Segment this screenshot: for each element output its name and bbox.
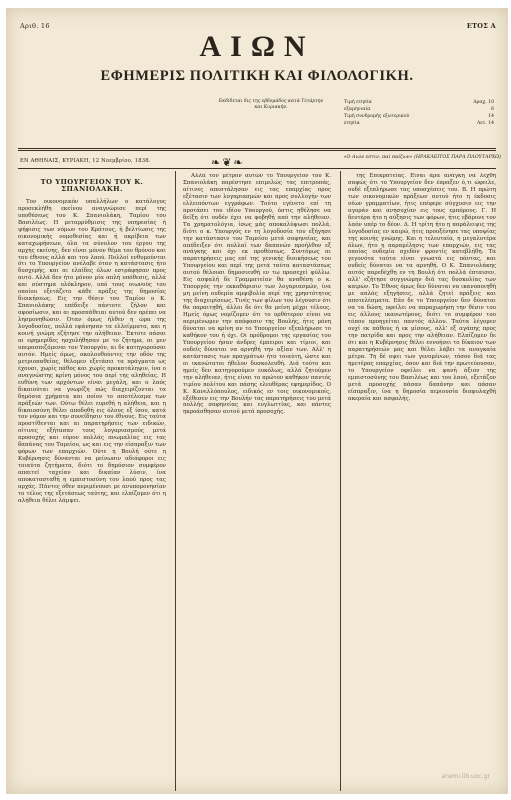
ornament: ❧❦❧ xyxy=(211,156,245,169)
article-column-1 xyxy=(18,173,166,791)
header-rule xyxy=(18,150,496,151)
price-row: ετησία Λετ. 14 xyxy=(344,121,494,126)
article-text: Αλλά τον μέτρον αυτών το Υπουργείον του Κ. Σπανιολάκη παρέστησε επιμελώς τας επιτροπάς, αίτινες απεστάλησαν εις τας επαρχίας προς εξέτασιν των λογαριασμών και προς συλλογήν των ελλειπόντων εγγράφων. Τούτο εγένετο επί τη προτάσει του ιδίου Υπουργού, όστις ηθέλησε να δείξη ότι ουδέν έχει να φοβηθή από την αλήθειαν. Τα χρηματολόγια, ίσως μάς αποκαλύψωσι πολλά, διότι ο κ. Υπουργός εν τη λογοδοσία του εξήγησε την κατάστασιν του Ταμείου μετά σαφηνείας, και απέδειξεν ότι πολλαί των δαπανών προήλθον εξ ανάγκης και όχι εκ προθέσεως. Συντόμως αι παρατηρήσεις μας επί της γενικής διοικήσεως του Υπουργείου και περί της μετά ταύτα καταστάσεως αυτού θέλουσι δημοσιευθή εν τω προσεχεί φύλλω. Εις ασφαλή δε Γραμματείαν θα αναθέση ο κ. Υπουργός την εκκαθάρισιν των λογαριασμών, ίνα μη μείνη ουδεμία αμφιβολία περί της χρηστότητος της διαχειρίσεως. Τινές των φίλων του λέγουσιν ότι θα παραιτηθή, άλλοι δε ότι θα μείνη μέχρι τέλους. Ημείς όμως νομίζομεν ότι το ορθότερον είναι να περιμένωμεν την απόφασιν της Βουλής, ήτις μόνη δύναται να κρίνη αν το Υπουργείον εξεπλήρωσε το καθήκον του ή όχι. Οι πρόδρομοι της εργασίας του Υπουργείου ήσαν άνδρες έμπειροι και τίμιοι, και ουδείς δύναται να αρνηθή την αξίαν των. Αλλ’ η κατάστασις των πραγμάτων ήτο τοιαύτη, ώστε και οι ικανώτατοι ήθελον δυσκολευθή. Διά τούτο και ημείς δεν κατηγορούμεν ευκόλως, αλλά ζητούμεν την αλήθειαν, ήτις είναι το πρώτον καθήκον παντός τιμίου πολίτου και πάσης ελευθέρας εφημερίδος. Ο Κ. Κανελλόπουλος, ειδικός εν τοις οικονομικοίς, εξέθεσεν εις την Βουλήν τας παρατηρήσεις του μετά πολλής σαφηνείας και ευγλωττίας, και πάντες ηκροάσθησαν αυτού μετά προσοχής. xyxy=(183,173,331,416)
article-text: της Επικρατείας. Είναι άρα ανάγκη να λεχθή σαφώς ότι το Υπουργείον δεν έπραξεν ό,τι ώφειλε, ουδέ εξεπλήρωσε τας υποσχέσεις του. Β. Η πρώτη των οικονομικών πράξεων αυτού ήτο η έκδοσις νέων γραμματίων, ήτις επέφερε σύγχυσιν εις την αγοράν και ανησυχίαν εις τους εμπόρους. Γ. Η δευτέρα ήτο η αύξησις των φόρων, ήτις εβάρυνε τον λαόν υπέρ το δέον. Δ. Η τρίτη ήτο η παράλειψις της λογοδοσίας εν καιρώ, ήτις προυξένησε τας υποψίας της κοινής γνώμης. Και η τελευταία, η μεγαλυτέρα όλων, ήτο η παραμέλησις των επαρχιών, εις τας οποίας ουδεμία σχεδόν φροντίς κατεβλήθη. Τα γεγονότα ταύτα είναι γνωστά εις πάντας, και ουδείς δύναται να τα αρνηθή. Ο Κ. Σπανιολάκης αυτός παρεδέχθη εν τη Βουλή ότι πολλά έπταισεν, αλλ’ εζήτησε συγγνώμην διά τας δυσκολίας των καιρών. Το Έθνος όμως δεν δύναται να ικανοποιηθή με απλάς εξηγήσεις, αλλά ζητεί πράξεις και αποτελέσματα. Εάν δε το Υπουργείον δεν δύναται να τα δώση, οφείλει να παραχωρήση την θέσιν του εις άλλους ικανωτέρους, διότι το συμφέρον του τόπου προηγείται παντός άλλου. Ταύτα λέγομεν ουχί εκ πάθους ή εκ μίσους, αλλ’ εξ αγάπης προς την πατρίδα και προς την αλήθειαν. Ελπίζομεν δε ότι και η Κυβέρνησις θέλει εννοήσει το δίκαιον των παρατηρήσεών μας και θέλει λάβει τα αναγκαία μέτρα. Τη δέ οψει των γενομένων, τόσον διά τας ημετέρας επαρχίας, όσον και διά την πρωτεύουσαν, το Υπουργείον οφείλει να φανή άξιον της εμπιστοσύνης του Βασιλέως και του λαού, εξετάζον μετά προσοχής πάσαν δαπάνην και πάσαν είσπραξιν, ίνα η δημοσία περιουσία διαφυλαχθή ακεραία και ασφαλής. xyxy=(348,173,496,402)
masthead-title: ΑΙΩΝ xyxy=(199,30,315,63)
watermark: anemi.lib.uoc.gr xyxy=(441,773,490,780)
price-row: Τιμή συνδρομής εξωτερικού 14 xyxy=(344,114,494,119)
column-divider xyxy=(175,171,176,791)
masthead-subtitle: ΕΦΗΜΕΡΙΣ ΠΟΛΙΤΙΚΗ ΚΑΙ ΦΙΛΟΛΟΓΙΚΗ. xyxy=(100,68,414,84)
dateline-rule xyxy=(18,168,496,169)
header-rule xyxy=(18,148,496,149)
publication-info: Εκδίδεται δις της εβδομάδος κατά Τετάρτην και Κυριακήν. xyxy=(218,99,324,110)
article-column-2 xyxy=(183,173,331,791)
article-column-3 xyxy=(348,173,496,791)
column-divider xyxy=(340,171,341,791)
price-row: Τιμή ετησία Δραχ. 10 xyxy=(344,100,494,105)
year-label: ΕΤΟΣ Α xyxy=(466,22,496,30)
newspaper-page xyxy=(6,8,508,794)
price-row: εξαμηνιαία 6 xyxy=(344,107,494,112)
article-text: Τον οικονομικόν υπαλλήλων ο κατάλογος προσεκλήθη εκείνου αναγνώρισε περί της υποθέσεως του Κ. Σπανιολάκη, Ταμίου του Βασιλέως. Η μεταρρύθμισις της υπηρεσίας ή ψήφισις των νόμων του Κράτους, ή βελτίωσις της οικονομικής νομοθεσίας και ή ακρίβεια των καταχωρήσεων, όλα τα σύνολον του έργου της αρχής εκείνης, δεν είναι μόνον θέμα του θρόνου και του έθνους αλλά και του λαού. Πολλοί ενθυμούνται ότι το Υπουργείον ανέλαβε όταν η κατάστασις ήτο δυσχερής, και αι ελπίδες όλων εστράφησαν προς αυτό. Αλλά δεν ήτο μόνον μία απλή υπόθεσις, αλλά και σύστημα ολόκληρον, υπό τους οιωνούς του οποίου εξετάζετο κάθε πράξις της δημοσίας διοικήσεως. Εις την θέσιν του Ταμίου ο Κ. Σπανιολάκης επέδειξε πάντοτε ζήλον και αφοσίωσιν, και αι προσπάθειαι αυτού δεν πρέπει να λησμονηθώσιν. Όταν όμως ήλθεν η ώρα της λογοδοσίας, πολλά εφάνησαν τα ελλείμματα, και η κοινή γνώμη εζήτησε την αλήθειαν. Έκτοτε πάσαι αι εφημερίδες ησχολήθησαν με το ζήτημα, αι μεν υπερασπιζόμεναι τον Υπουργόν, αι δε κατηγορούσαι αυτόν. Ημείς όμως, ακολουθούντες την οδόν της μετριοπαθείας, θέλομεν εξετάσει τα πράγματα ως έχουσι, χωρίς πάθος και χωρίς προκατάληψιν, ίνα ο αναγνώστης κρίνη μόνος του περί της αληθείας. Η ευθύνη των αρχόντων είναι μεγάλη, και ο λαός δικαιούται να γνωρίζη πώς διαχειρίζονται τα δημόσια χρήματα και ποίον το αποτέλεσμα των πράξεών των. Ούτω θέλει ευρεθή η αλήθεια, και η δικαιοσύνη θέλει αποδοθή εις όλους εξ ίσου, κατά τον νόμον και την συνείδησιν του έθνους. Εις ταύτα προστίθενται και αι παρατηρήσεις των ειδικών, οίτινες εξήτασαν τους λογαριασμούς μετά προσοχής και εύρον πολλάς ανωμαλίας εις τας δαπάνας του Ταμείου, ως και εις την είσπραξιν των φόρων των επαρχιών. Ούτε η Βουλή ούτε η Κυβέρνησις δύνανται να μείνωσιν αδιάφοροι εις τοιαύτα ζητήματα, διότι το δημόσιον συμφέρον απαιτεί ταχείαν και δικαίαν λύσιν, ίνα αποκατασταθή η εμπιστοσύνη του λαού προς τας αρχάς. Πάντες όθεν περιμένουσι με ανυπομονησίαν το τέλος της εξετάσεως ταύτης, και ελπίζομεν ότι η αλήθεια θέλει λάμψει. xyxy=(18,198,166,504)
article-title: ΤΟ ΥΠΟΥΡΓΕΙΟΝ ΤΟΥ Κ. ΣΠΑΝΙΟΛΑΚΗ. xyxy=(40,178,144,193)
epigraph: «Ο Αιών εστιν, παί παίζων» (ΗΡΑΚΛΕΙΤΟΣ ΠΑΡΑ ΠΛΟΥΤΑΡΧΩ) xyxy=(343,155,501,160)
price-table xyxy=(344,99,494,127)
issue-number: Αριθ. 16 xyxy=(20,22,50,30)
dateline: ΕΝ ΑΘΗΝΑΙΣ, ΚΥΡΙΑΚΗ, 12 Νοεμβρίου, 1838. xyxy=(20,158,151,164)
